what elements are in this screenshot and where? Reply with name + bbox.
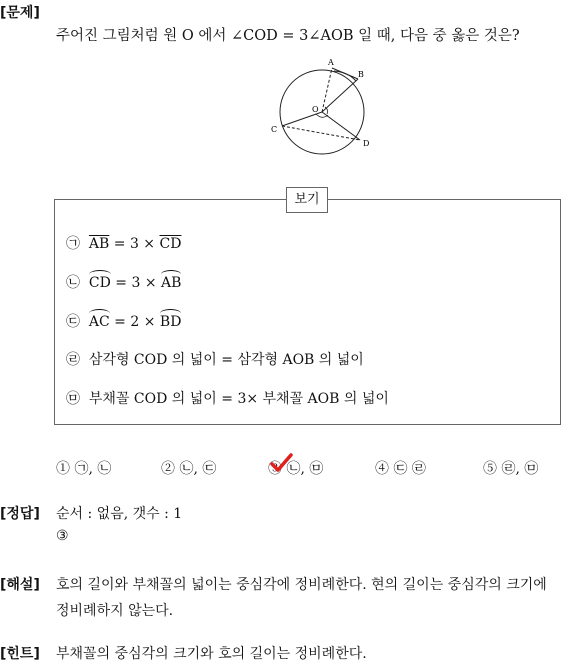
question-text: 주어진 그림처럼 원 O 에서 ∠COD = 3∠AOB 일 때, 다음 중 옳은 것은? <box>56 28 520 44</box>
point-a: A <box>328 58 334 67</box>
problem-label: [문제] <box>0 5 40 21</box>
choice-1[interactable]: ① ㉠, ㉡ <box>56 461 112 477</box>
answer-line-2: ③ <box>56 528 69 544</box>
answer-line-1: 순서 : 없음, 갯수 : 1 <box>56 506 183 522</box>
choice-3[interactable]: ③ ㉡, ㉤ <box>268 461 324 477</box>
radius-oa <box>322 68 332 112</box>
point-o: O <box>312 105 319 114</box>
chord-cd <box>282 126 360 140</box>
explanation-line-1: 호의 길이와 부채꼴의 넓이는 중심각에 정비례한다. 현의 길이는 중심각의 크기에 <box>56 577 547 593</box>
bogi-item-3: ㉢ AC = 2 × BD <box>66 314 182 330</box>
point-c: C <box>271 125 278 134</box>
circle-figure <box>266 54 378 166</box>
bogi-item-5: ㉤ 부채꼴 COD 의 넓이 = 3× 부채꼴 AOB 의 넓이 <box>66 391 389 407</box>
answer-label: [정답] <box>0 506 40 522</box>
radius-od <box>322 112 360 140</box>
explanation-line-2: 정비례하지 않는다. <box>56 603 174 619</box>
choice-5[interactable]: ⑤ ㉣, ㉤ <box>483 461 539 477</box>
bogi-item-2: ㉡ CD = 3 × AB <box>66 275 182 291</box>
bogi-title: 보기 <box>286 187 328 213</box>
choice-4[interactable]: ④ ㉢ ㉣ <box>375 461 426 477</box>
check-icon <box>268 452 294 474</box>
point-b: B <box>358 70 364 79</box>
radius-ob <box>322 79 358 112</box>
hint-text: 부채꼴의 중심각의 크기와 호의 길이는 정비례한다. <box>56 646 367 662</box>
choice-2[interactable]: ② ㉡, ㉢ <box>161 461 217 477</box>
bogi-item-4: ㉣ 삼각형 COD 의 넓이 = 삼각형 AOB 의 넓이 <box>66 352 364 368</box>
bogi-item-1: ㉠ $\overline{AB} = 3 \times \overline{CD}$ <box>66 236 182 252</box>
explanation-label: [해설] <box>0 577 40 593</box>
point-d: D <box>363 139 370 148</box>
hint-label: [힌트] <box>0 646 40 662</box>
